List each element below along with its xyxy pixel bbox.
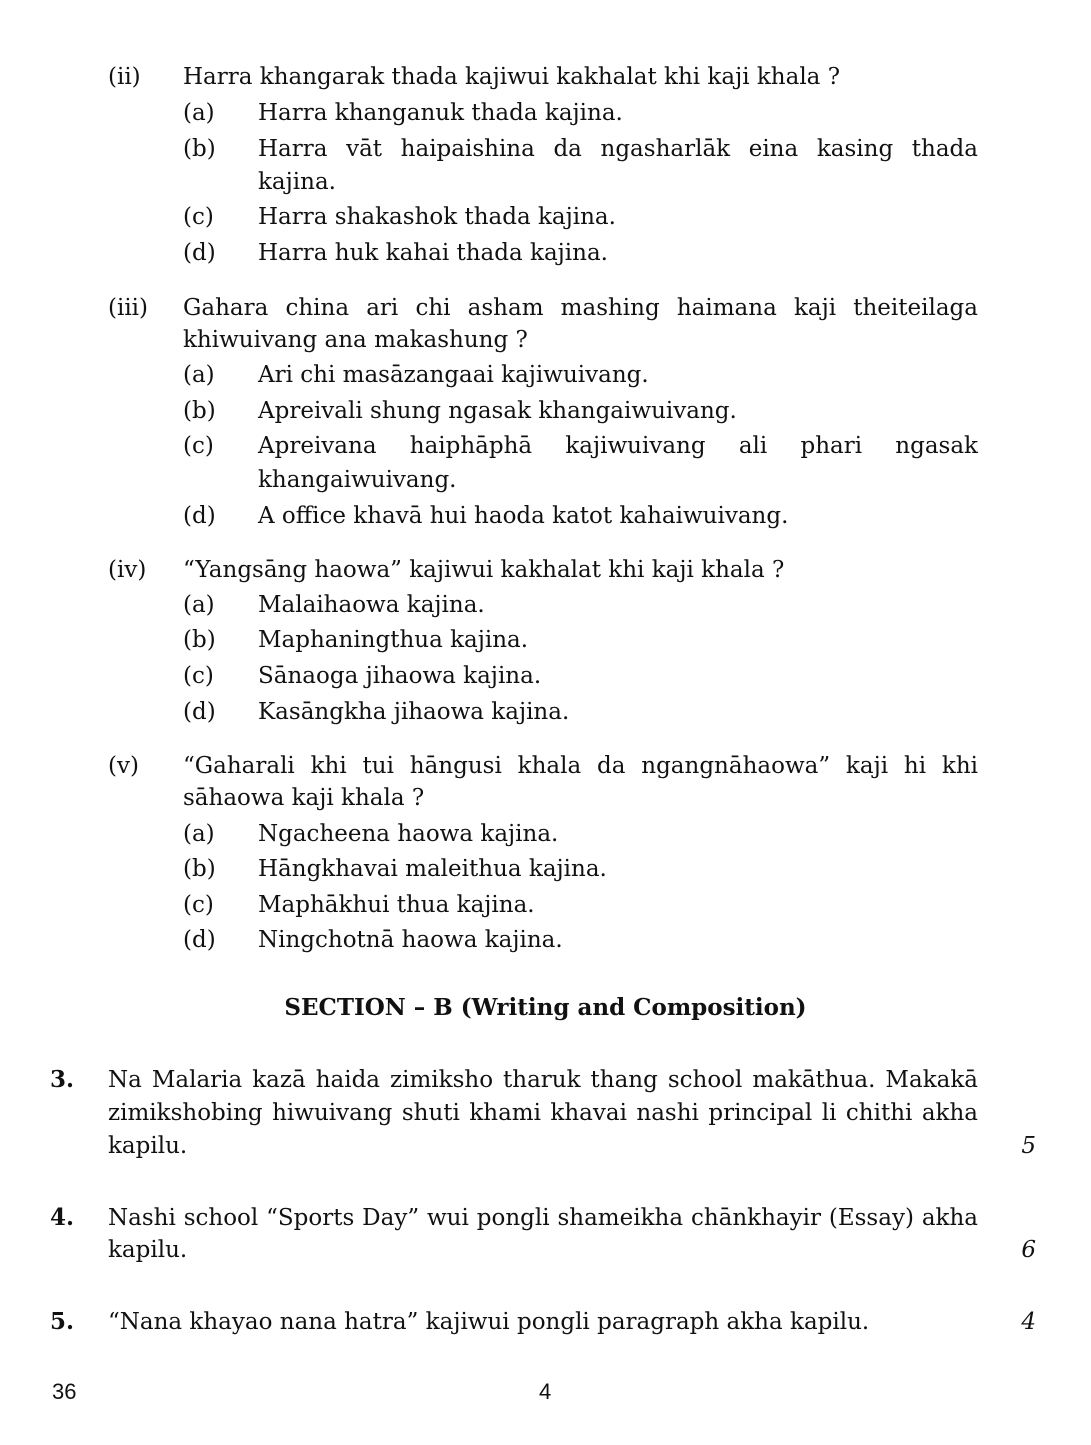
option-text: Harra khanganuk thada kajina.: [258, 100, 623, 126]
question-label: (ii): [108, 64, 141, 90]
option-text: A office khavā hui haoda katot kahaiwuivang.: [258, 503, 789, 529]
question-number: 3.: [50, 1066, 75, 1093]
option-text: Malaihaowa kajina.: [258, 592, 485, 618]
option-text: Harra shakashok thada kajina.: [258, 204, 616, 230]
paper-code: 36: [52, 1379, 77, 1404]
option-label: (a): [183, 592, 215, 618]
option-label: (a): [183, 362, 215, 388]
question-marks: 4: [1021, 1309, 1036, 1335]
question-marks: 5: [1021, 1133, 1036, 1159]
option-text: Ngacheena haowa kajina.: [258, 821, 559, 847]
option-text: Hāngkhavai maleithua kajina.: [258, 856, 607, 882]
option-label: (a): [183, 100, 215, 126]
question-text-continued: zimikshobing hiwuivang shuti khami khavai nashi principal li chithi akha: [108, 1100, 978, 1126]
option-label: (c): [183, 892, 214, 918]
question-text-continued: kapilu.: [108, 1133, 188, 1159]
option-text: Sānaoga jihaowa kajina.: [258, 663, 542, 689]
option-label: (d): [183, 503, 216, 529]
section-b-heading: SECTION – B (Writing and Composition): [284, 994, 807, 1021]
question-stem: Gahara china ari chi asham mashing haimana kaji theiteilaga: [183, 295, 978, 321]
question-label: (v): [108, 753, 139, 779]
option-text: Maphākhui thua kajina.: [258, 892, 535, 918]
option-text-continued: kajina.: [258, 169, 336, 195]
option-text: Kasāngkha jihaowa kajina.: [258, 699, 570, 725]
question-text: “Nana khayao nana hatra” kajiwui pongli paragraph akha kapilu.: [108, 1309, 870, 1335]
option-text: Harra huk kahai thada kajina.: [258, 240, 608, 266]
question-stem-continued: khiwuivang ana makashung ?: [183, 327, 528, 353]
option-label: (a): [183, 821, 215, 847]
option-label: (b): [183, 136, 216, 162]
option-label: (c): [183, 663, 214, 689]
question-label: (iii): [108, 295, 149, 321]
question-stem-continued: sāhaowa kaji khala ?: [183, 785, 425, 811]
option-label: (d): [183, 699, 216, 725]
question-stem: “Gaharali khi tui hāngusi khala da ngangnāhaowa” kaji hi khi: [183, 753, 978, 779]
question-text-continued: kapilu.: [108, 1237, 188, 1263]
option-label: (c): [183, 204, 214, 230]
question-number: 4.: [50, 1204, 75, 1231]
question-stem: “Yangsāng haowa” kajiwui kakhalat khi kaji khala ?: [183, 557, 785, 583]
option-label: (b): [183, 856, 216, 882]
question-stem: Harra khangarak thada kajiwui kakhalat khi kaji khala ?: [183, 64, 841, 90]
question-text: Nashi school “Sports Day” wui pongli shameikha chānkhayir (Essay) akha: [108, 1205, 978, 1231]
question-text: Na Malaria kazā haida zimiksho tharuk thang school makāthua. Makakā: [108, 1067, 978, 1093]
option-text-continued: khangaiwuivang.: [258, 467, 457, 493]
option-text: Apreivali shung ngasak khangaiwuivang.: [258, 398, 737, 424]
page-number: 4: [539, 1379, 552, 1404]
question-label: (iv): [108, 557, 147, 583]
option-label: (d): [183, 927, 216, 953]
question-marks: 6: [1021, 1237, 1036, 1263]
option-label: (d): [183, 240, 216, 266]
option-text: Apreivana haiphāphā kajiwuivang ali phari ngasak: [258, 433, 978, 459]
question-number: 5.: [50, 1308, 75, 1335]
option-text: Maphaningthua kajina.: [258, 627, 529, 653]
option-text: Ari chi masāzangaai kajiwuivang.: [258, 362, 649, 388]
option-text: Harra vāt haipaishina da ngasharlāk eina kasing thada: [258, 136, 978, 162]
option-label: (b): [183, 627, 216, 653]
option-label: (c): [183, 433, 214, 459]
option-text: Ningchotnā haowa kajina.: [258, 927, 563, 953]
option-label: (b): [183, 398, 216, 424]
